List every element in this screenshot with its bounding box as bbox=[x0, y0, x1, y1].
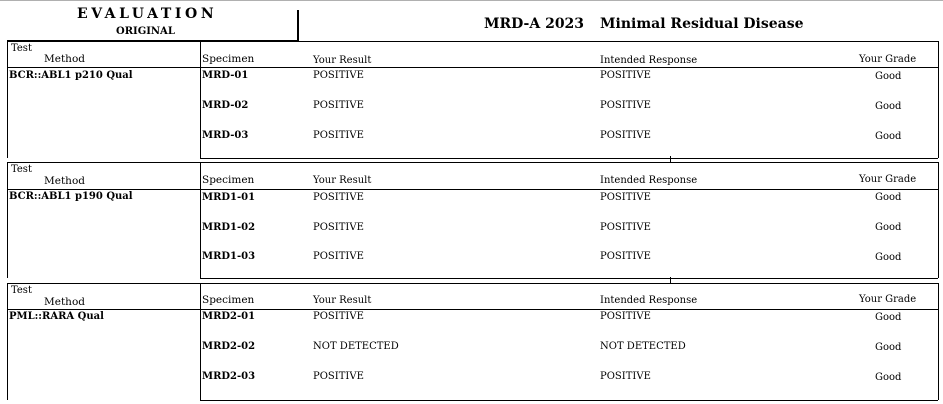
intended-response-value: NOT DETECTED bbox=[600, 341, 686, 352]
specimen-id: MRD-03 bbox=[202, 130, 249, 141]
col-header-your-result: Your Result bbox=[313, 175, 372, 186]
intended-response-value: POSITIVE bbox=[600, 192, 651, 203]
specimen-id: MRD-01 bbox=[202, 70, 249, 81]
section-left-border bbox=[7, 283, 8, 400]
top-rule bbox=[0, 0, 943, 1]
grade-value: Good bbox=[875, 101, 902, 112]
grade-value: Good bbox=[875, 71, 902, 82]
your-result-value: POSITIVE bbox=[313, 251, 364, 262]
intended-response-value: POSITIVE bbox=[600, 222, 651, 233]
col-header-specimen: Specimen bbox=[202, 53, 255, 65]
section-bottom-rule bbox=[200, 158, 938, 159]
column-divider bbox=[200, 162, 201, 278]
program-code: MRD-A 2023 bbox=[484, 16, 585, 32]
col-header-test: Test bbox=[11, 164, 32, 175]
col-header-intended-response: Intended Response bbox=[600, 55, 698, 66]
your-result-value: POSITIVE bbox=[313, 192, 364, 203]
grade-value: Good bbox=[875, 312, 902, 323]
your-result-value: POSITIVE bbox=[313, 371, 364, 382]
test-method-name: BCR::ABL1 p190 Qual bbox=[9, 191, 133, 202]
col-header-method: Method bbox=[44, 296, 85, 308]
header-row-rule bbox=[7, 67, 938, 68]
section-left-border bbox=[7, 162, 8, 278]
grade-value: Good bbox=[875, 372, 902, 383]
col-header-method: Method bbox=[44, 175, 85, 187]
section-right-border bbox=[938, 162, 939, 278]
column-divider bbox=[200, 283, 201, 400]
col-header-your-result: Your Result bbox=[313, 295, 372, 306]
specimen-id: MRD2-01 bbox=[202, 311, 256, 322]
your-result-value: NOT DETECTED bbox=[313, 341, 399, 352]
intended-response-value: POSITIVE bbox=[600, 371, 651, 382]
col-header-method: Method bbox=[44, 53, 85, 65]
grade-value: Good bbox=[875, 222, 902, 233]
col-header-your-grade: Your Grade bbox=[859, 54, 917, 65]
your-result-value: POSITIVE bbox=[313, 222, 364, 233]
col-header-specimen: Specimen bbox=[202, 294, 255, 306]
intended-response-value: POSITIVE bbox=[600, 100, 651, 111]
col-header-intended-response: Intended Response bbox=[600, 295, 698, 306]
specimen-id: MRD2-02 bbox=[202, 341, 256, 352]
your-result-value: POSITIVE bbox=[313, 130, 364, 141]
col-header-your-result: Your Result bbox=[313, 55, 372, 66]
col-header-test: Test bbox=[11, 285, 32, 296]
col-header-test: Test bbox=[11, 43, 32, 54]
your-result-value: POSITIVE bbox=[313, 100, 364, 111]
section-top-border bbox=[7, 283, 938, 284]
col-header-your-grade: Your Grade bbox=[859, 174, 917, 185]
section-bottom-rule bbox=[200, 278, 938, 279]
specimen-id: MRD1-01 bbox=[202, 192, 256, 203]
specimen-id: MRD-02 bbox=[202, 100, 249, 111]
header-row-rule bbox=[7, 309, 938, 310]
your-result-value: POSITIVE bbox=[313, 70, 364, 81]
test-method-name: BCR::ABL1 p210 Qual bbox=[9, 70, 133, 81]
section-right-border bbox=[938, 283, 939, 400]
section-top-border bbox=[7, 41, 938, 42]
section-right-border bbox=[938, 41, 939, 158]
header-divider bbox=[297, 10, 299, 42]
section-top-border bbox=[7, 162, 938, 163]
col-header-intended-response: Intended Response bbox=[600, 175, 698, 186]
evaluation-heading: EVALUATION bbox=[77, 6, 218, 22]
header-row-rule bbox=[7, 189, 938, 190]
your-result-value: POSITIVE bbox=[313, 311, 364, 322]
intended-response-value: POSITIVE bbox=[600, 130, 651, 141]
grade-value: Good bbox=[875, 192, 902, 203]
specimen-id: MRD1-02 bbox=[202, 222, 256, 233]
specimen-id: MRD1-03 bbox=[202, 251, 256, 262]
grade-value: Good bbox=[875, 252, 902, 263]
grade-value: Good bbox=[875, 342, 902, 353]
grade-value: Good bbox=[875, 131, 902, 142]
column-divider bbox=[200, 41, 201, 158]
col-header-specimen: Specimen bbox=[202, 174, 255, 186]
col-header-your-grade: Your Grade bbox=[859, 294, 917, 305]
section-left-border bbox=[7, 41, 8, 158]
specimen-id: MRD2-03 bbox=[202, 371, 256, 382]
intended-response-value: POSITIVE bbox=[600, 251, 651, 262]
intended-response-value: POSITIVE bbox=[600, 311, 651, 322]
original-label: ORIGINAL bbox=[116, 26, 175, 37]
intended-response-value: POSITIVE bbox=[600, 70, 651, 81]
report-title bbox=[484, 16, 804, 32]
program-name: Minimal Residual Disease bbox=[600, 16, 804, 32]
section-bottom-rule bbox=[200, 400, 938, 401]
test-method-name: PML::RARA Qual bbox=[9, 311, 104, 322]
